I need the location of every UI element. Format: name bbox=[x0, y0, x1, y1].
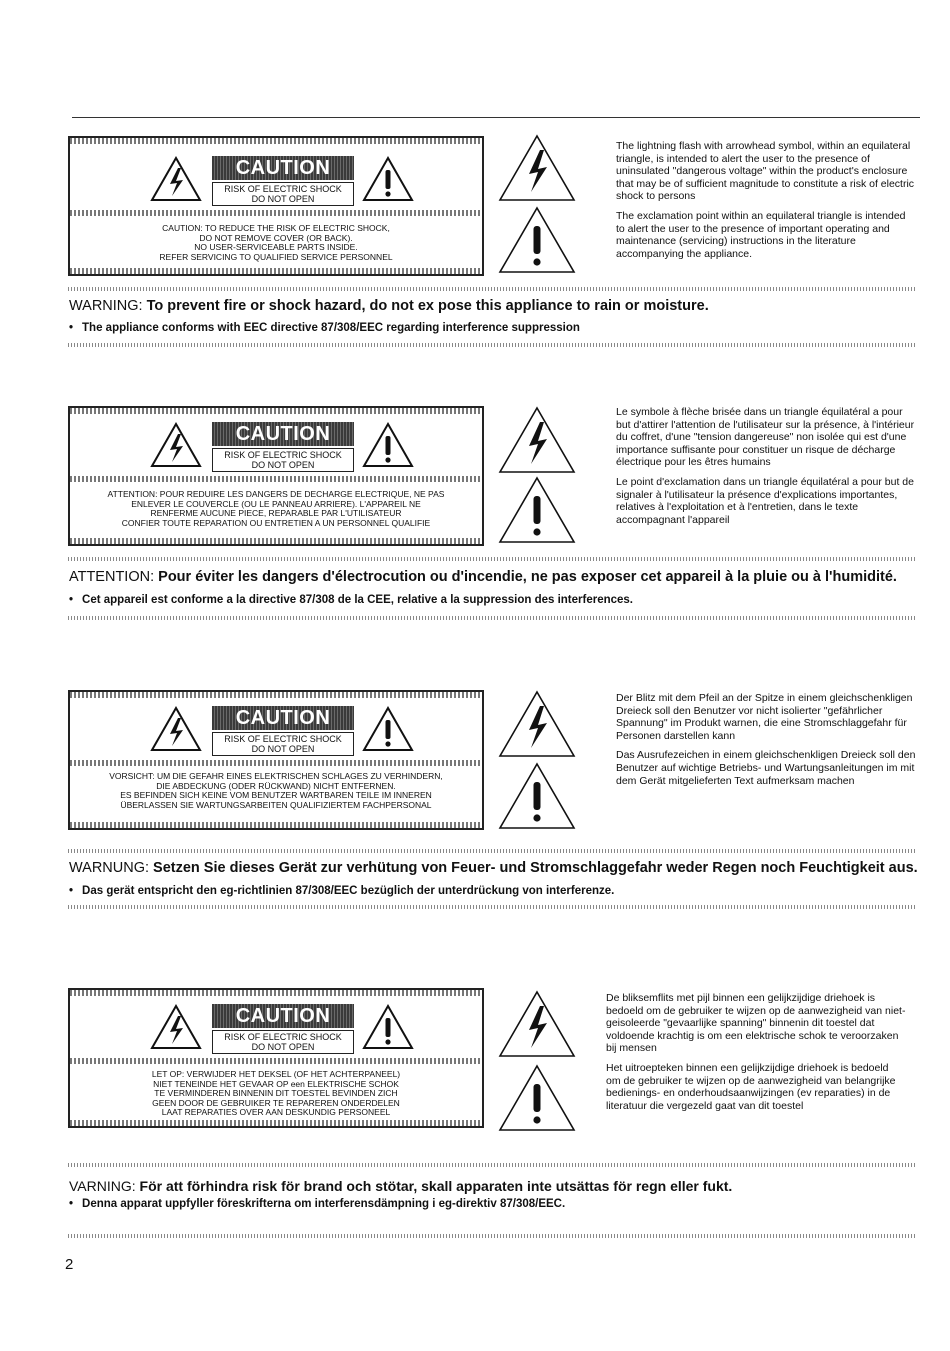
exclamation-triangle-icon bbox=[498, 762, 576, 830]
page-number: 2 bbox=[65, 1256, 74, 1273]
divider bbox=[68, 1163, 916, 1167]
section-french bbox=[60, 404, 930, 624]
divider bbox=[68, 616, 916, 620]
exclamation-triangle-icon bbox=[362, 422, 414, 468]
caution-body-text: VORSICHT: UM DIE GEFAHR EINES ELEKTRISCHEN SCHLAGES ZU VERHINDERN, DIE ABDECKUNG (ODER RÜCKWAND) NICHT ENTFERNEN. ES BEFINDEN SICH KEINE VOM BENUTZER WARTBAREN TEILE IM INNEREN ÜBERLASSEN SIE WARTUNGSARBEITEN QUALIFIZIERTEM FACHPERSONAL bbox=[109, 771, 443, 810]
caution-label bbox=[68, 690, 484, 830]
lightning-triangle-icon bbox=[150, 156, 202, 202]
lightning-triangle-icon bbox=[150, 422, 202, 468]
caution-title: CAUTION bbox=[212, 422, 354, 446]
lightning-triangle-icon bbox=[498, 990, 576, 1058]
caution-body-text: LET OP: VERWIJDER HET DEKSEL (OF HET ACHTERPANEEL) NIET TENEINDE HET GEVAAR OP een ELEKTRISCHE SCHOK TE VERMINDEREN BINNENIN DIT TOESTEL BEVINDEN ZICH GEEN DOOR DE GEBRUIKER TE REPAREREN ONDERDELEN LAAT REPARATIES OVER AAN DESKUNDIG PERSONEEL bbox=[151, 1069, 401, 1118]
caution-body-text: ATTENTION: POUR REDUIRE LES DANGERS DE DECHARGE ELECTRIQUE, NE PAS ENLEVER LE COUVERCLE (OU LE PANNEAU ARRIERE). L'APPAREIL NE RENFERME AUCUNE PIECE, REPARABLE PAR L'UTILISATEUR CONFIER TOUTE REPARATION OU ENTRETIEN A UN PERSONNEL QUALIFIE bbox=[107, 489, 445, 528]
divider bbox=[68, 557, 916, 561]
exclamation-description: The exclamation point within an equilateral triangle is intended to alert the user to the presence of important operating and maintenance (servicing) instructions in the literature accompanying the appliance. bbox=[616, 209, 906, 260]
exclamation-triangle-icon bbox=[362, 156, 414, 202]
conformity-line: • Denna apparat uppfyller föreskrifterna om interferensdämpning i eg-direktiv 87/308/EEC. bbox=[69, 1198, 566, 1210]
symbol-column bbox=[508, 134, 564, 274]
lightning-description: The lightning flash with arrowhead symbol, within an equilateral triangle, is intended to alert the user to the presence of uninsulated "dangerous voltage" within the product's enclosure that may be of sufficient magnitude to constitute a risk of electric shock to persons bbox=[616, 140, 915, 203]
risk-text: RISK OF ELECTRIC SHOCK DO NOT OPEN bbox=[212, 182, 354, 206]
lightning-triangle-icon bbox=[150, 1004, 202, 1050]
caution-title: CAUTION bbox=[212, 156, 354, 180]
caution-body-text: CAUTION: TO REDUCE THE RISK OF ELECTRIC SHOCK, DO NOT REMOVE COVER (OR BACK). NO USER-SERVICEABLE PARTS INSIDE. REFER SERVICING TO QUALIFIED SERVICE PERSONNEL bbox=[159, 223, 393, 262]
exclamation-triangle-icon bbox=[498, 206, 576, 274]
lightning-description: Der Blitz mit dem Pfeil an der Spitze in einem gleichschenkligen Dreieck soll den Benutzer vor nicht isolierter "gefährlicher Spannung" im Produkt warnen, die eine Stromschlaggefahr für Personen darstellen kann bbox=[616, 692, 913, 742]
risk-text: RISK OF ELECTRIC SHOCK DO NOT OPEN bbox=[212, 448, 354, 472]
symbol-column bbox=[508, 690, 564, 830]
lightning-triangle-icon bbox=[498, 134, 576, 202]
symbol-column bbox=[508, 990, 564, 1132]
section-dutch bbox=[60, 986, 930, 1241]
exclamation-description: Le point d'exclamation dans un triangle équilatéral a pour but de signaler à l'utilisateur la présence d'explications importantes, relatives à l'exploitation et à l'entretien, dans le texte accompagnant l'appareil bbox=[616, 475, 914, 526]
section-english bbox=[60, 130, 930, 350]
symbol-descriptions bbox=[616, 140, 916, 267]
exclamation-description: Das Ausrufezeichen in einem gleichschenkligen Dreieck soll den Benutzer auf wichtige Betriebs- und Wartungsanleitungen im mit dem Gerät mitgelieferten Text aufmerksam machen bbox=[616, 749, 916, 787]
caution-label bbox=[68, 406, 484, 546]
conformity-line: • The appliance conforms with EEC directive 87/308/EEC regarding interference suppression bbox=[69, 322, 580, 334]
caution-label bbox=[68, 988, 484, 1128]
caution-label bbox=[68, 136, 484, 276]
risk-text: RISK OF ELECTRIC SHOCK DO NOT OPEN bbox=[212, 732, 354, 756]
top-rule bbox=[72, 117, 920, 118]
divider bbox=[68, 849, 916, 853]
lightning-triangle-icon bbox=[498, 406, 576, 474]
exclamation-triangle-icon bbox=[362, 1004, 414, 1050]
lightning-triangle-icon bbox=[150, 706, 202, 752]
divider bbox=[68, 1234, 916, 1238]
symbol-column bbox=[508, 406, 564, 544]
exclamation-triangle-icon bbox=[498, 476, 576, 544]
risk-text: RISK OF ELECTRIC SHOCK DO NOT OPEN bbox=[212, 1030, 354, 1054]
warning-line: WARNUNG: Setzen Sie dieses Gerät zur verhütung von Feuer- und Stromschlaggefahr weder Regen noch Feuchtigkeit aus. bbox=[69, 860, 918, 876]
warning-line: ATTENTION: Pour éviter les dangers d'électrocution ou d'incendie, ne pas exposer cet appareil à la pluie ou à l'humidité. bbox=[69, 569, 897, 585]
symbol-descriptions bbox=[616, 406, 916, 533]
exclamation-triangle-icon bbox=[498, 1064, 576, 1132]
warning-line: VARNING: För att förhindra risk för brand och stötar, skall apparaten inte utsättas för regn eller fukt. bbox=[69, 1178, 733, 1194]
section-german bbox=[60, 688, 930, 908]
conformity-line: • Das gerät entspricht den eg-richtlinien 87/308/EEC bezüglich der unterdrückung von interferenze. bbox=[69, 885, 615, 897]
divider bbox=[68, 287, 916, 291]
lightning-triangle-icon bbox=[498, 690, 576, 758]
symbol-descriptions bbox=[616, 692, 916, 794]
exclamation-description: Het uitroepteken binnen een gelijkzijdige driehoek is bedoeld om de gebruiker te wijzen op de aanwezigheid van belangrijke bedienings- en onderhoudsaanwijzingen (ev reparaties) in de literatuur die vergezeld gaat van dit toestel bbox=[606, 1061, 896, 1112]
divider bbox=[68, 905, 916, 909]
lightning-description: De bliksemflits met pijl binnen een gelijkzijdige driehoek is bedoeld om de gebruiker te wijzen op de aanwezigheid van niet-geisoleerde "gevaarlijke spanning" binnenin dit toestel dat voldoende krachtig is om een elektrische schok te veroorzaken bij mensen bbox=[606, 992, 906, 1055]
warning-line: WARNING: To prevent fire or shock hazard, do not ex pose this appliance to rain or moisture. bbox=[69, 298, 709, 314]
lightning-description: Le symbole à flèche brisée dans un triangle équilatéral a pour but d'attirer l'attention de l'utilisateur sur la présence, à l'intérieur du coffret, d'une "tension dangereuse" non isolée qui est d'une importance suffisante pour constituer un risque de décharge électrique pour les êtres humains bbox=[616, 406, 915, 469]
symbol-descriptions bbox=[606, 992, 906, 1119]
exclamation-triangle-icon bbox=[362, 706, 414, 752]
conformity-line: • Cet appareil est conforme a la directive 87/308 de la CEE, relative a la suppression des interferences. bbox=[69, 594, 633, 606]
divider bbox=[68, 343, 916, 347]
caution-title: CAUTION bbox=[212, 1004, 354, 1028]
caution-title: CAUTION bbox=[212, 706, 354, 730]
